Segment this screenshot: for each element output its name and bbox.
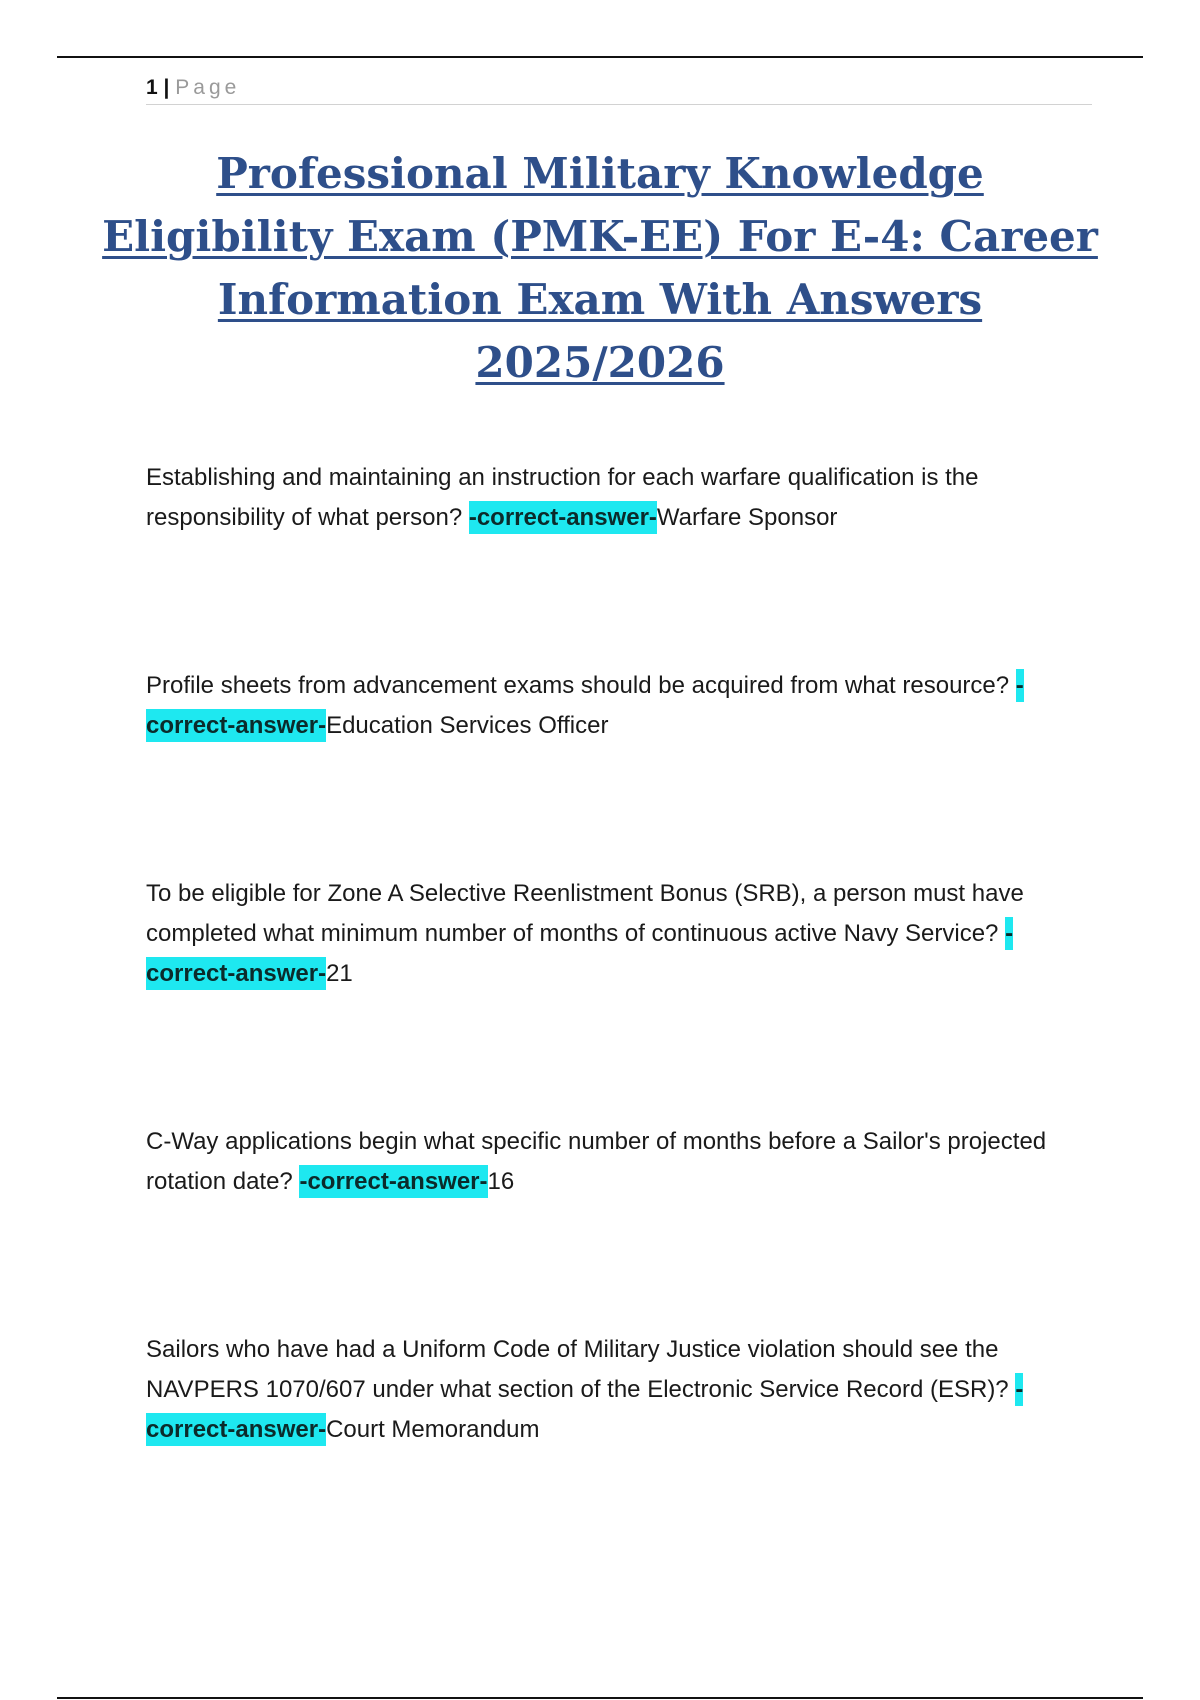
top-rule	[57, 56, 1143, 58]
page-label: Page	[175, 76, 241, 99]
correct-answer-marker: -correct-answer-	[299, 1165, 487, 1198]
page-header	[146, 74, 1092, 105]
question-text: Profile sheets from advancement exams should be acquired from what resource?	[146, 672, 1016, 699]
qa-item-5	[146, 1330, 1092, 1450]
correct-answer-marker: -correct-answer-	[469, 501, 657, 534]
bottom-rule	[57, 1697, 1143, 1699]
page-number: 1	[146, 76, 158, 99]
answer-text: 21	[326, 960, 353, 987]
qa-item-3	[146, 874, 1092, 994]
answer-text: Warfare Sponsor	[656, 504, 838, 531]
correct-answer-marker: -correct-answer-	[146, 917, 1013, 990]
document-title: Professional Military Knowledge Eligibility Exam (PMK-EE) For E-4: Career Information Exam With Answers 2025/2026	[102, 149, 1098, 387]
question-text: Sailors who have had a Uniform Code of Military Justice violation should see the NAVPERS 1070/607 under what section of the Electronic Service Record (ESR)?	[146, 1336, 1016, 1403]
correct-answer-marker: -correct-answer-	[146, 669, 1024, 742]
qa-item-4	[146, 1122, 1092, 1202]
answer-text: Education Services Officer	[326, 712, 609, 739]
answer-text: 16	[487, 1168, 515, 1195]
question-text: To be eligible for Zone A Selective Reenlistment Bonus (SRB), a person must have completed what minimum number of months of continuous active Navy Service?	[146, 880, 1024, 947]
question-text: Establishing and maintaining an instruction for each warfare qualification is the responsibility of what person?	[146, 464, 979, 531]
answer-text: Court Memorandum	[326, 1416, 540, 1443]
page-separator: |	[163, 76, 170, 99]
qa-item-1	[146, 458, 1092, 538]
correct-answer-marker: -correct-answer-	[146, 1373, 1023, 1446]
question-text: C-Way applications begin what specific number of months before a Sailor's projected rotation date?	[146, 1128, 1047, 1195]
qa-item-2	[146, 666, 1092, 746]
